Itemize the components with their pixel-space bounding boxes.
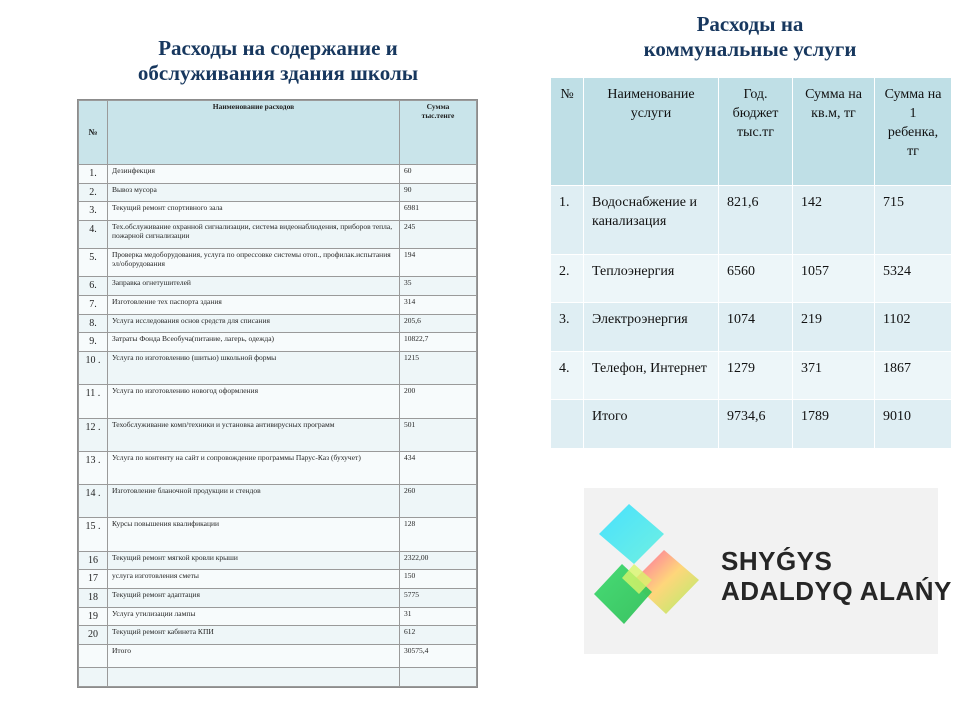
row-sum: 6981 (400, 202, 477, 221)
utilities-cell-name: Электроэнергия (584, 303, 719, 352)
row-num: 4. (79, 221, 108, 249)
table-row (79, 645, 477, 668)
row-sum: 90 (400, 183, 477, 202)
utilities-cell-per-child: 9010 (875, 400, 952, 449)
row-name: Дезинфекция (108, 165, 400, 184)
row-name: Текущий ремонт мягкой кровли крыши (108, 551, 400, 570)
logo (584, 488, 952, 654)
utilities-cell-num (551, 400, 584, 449)
row-num: 11 . (79, 385, 108, 418)
row-num: 19 (79, 607, 108, 626)
row-num: 15 . (79, 518, 108, 551)
row-name: Техобслуживание комп/техники и установка антивирусных программ (108, 418, 400, 451)
row-sum: 1215 (400, 352, 477, 385)
row-sum: 150 (400, 570, 477, 589)
utilities-header-per-sqm: Сумма на кв.м, тг (793, 78, 875, 186)
row-num: 1. (79, 165, 108, 184)
utilities-row (551, 186, 952, 255)
utilities-table-frame (550, 77, 952, 449)
right-title (560, 12, 940, 62)
row-sum: 2322,00 (400, 551, 477, 570)
row-sum: 612 (400, 626, 477, 645)
row-sum: 434 (400, 451, 477, 484)
row-name (108, 668, 400, 687)
utilities-row (551, 400, 952, 449)
table-row (79, 295, 477, 314)
row-num: 18 (79, 589, 108, 608)
table-row (79, 202, 477, 221)
row-name: Проверка медоборудования, услуга по опрессовке системы отоп., профилак.испытания эл/оборудования (108, 249, 400, 277)
row-num: 3. (79, 202, 108, 221)
row-num: 20 (79, 626, 108, 645)
utilities-cell-num: 2. (551, 254, 584, 303)
table-row (79, 485, 477, 518)
utilities-cell-budget: 9734,6 (719, 400, 793, 449)
school-expenses-body (79, 165, 477, 687)
utilities-row (551, 254, 952, 303)
row-name: Текущий ремонт спортивного зала (108, 202, 400, 221)
left-title-line1: Расходы на содержание и (158, 36, 398, 60)
row-num: 2. (79, 183, 108, 202)
table-row (79, 518, 477, 551)
utilities-header-budget: Год. бюджет тыс.тг (719, 78, 793, 186)
row-name: Услуга по изготовлению (шитью) школьной формы (108, 352, 400, 385)
row-sum: 205,6 (400, 314, 477, 333)
utilities-cell-num: 1. (551, 186, 584, 255)
row-name: Текущий ремонт адаптация (108, 589, 400, 608)
utilities-header-per-child: Сумма на 1 ребенка, тг (875, 78, 952, 186)
row-num: 9. (79, 333, 108, 352)
utilities-table (550, 77, 952, 449)
logo-diamond-icon (594, 502, 704, 632)
utilities-cell-per-child: 1867 (875, 351, 952, 400)
table-row (79, 589, 477, 608)
utilities-header-num: № (551, 78, 584, 186)
utilities-cell-name: Теплоэнергия (584, 254, 719, 303)
row-sum: 128 (400, 518, 477, 551)
utilities-cell-name: Итого (584, 400, 719, 449)
utilities-row (551, 351, 952, 400)
row-name: Текущий ремонт кабинета КПИ (108, 626, 400, 645)
row-name: услуга изготовления сметы (108, 570, 400, 589)
row-sum (400, 668, 477, 687)
logo-text-line2: ADALDYQ ALAŃY (721, 576, 952, 606)
utilities-cell-per-child: 715 (875, 186, 952, 255)
utilities-cell-num: 4. (551, 351, 584, 400)
utilities-row (551, 303, 952, 352)
row-num (79, 645, 108, 668)
row-name: Услуга утилизации лампы (108, 607, 400, 626)
utilities-cell-per-sqm: 219 (793, 303, 875, 352)
row-num: 5. (79, 249, 108, 277)
table-row (79, 183, 477, 202)
row-sum: 200 (400, 385, 477, 418)
row-name: Затраты Фонда Всеобуча(питание, лагерь, одежда) (108, 333, 400, 352)
table-row (79, 570, 477, 589)
row-sum: 260 (400, 485, 477, 518)
row-name: Услуга по контенту на сайт и сопровождение программы Парус-Каз (бухучет) (108, 451, 400, 484)
row-name: Изготовление бланочной продукции и стендов (108, 485, 400, 518)
utilities-header-name: Наименование услуги (584, 78, 719, 186)
header-sum-line1: Сумма (426, 102, 450, 111)
row-num: 10 . (79, 352, 108, 385)
utilities-cell-budget: 6560 (719, 254, 793, 303)
row-sum: 314 (400, 295, 477, 314)
row-sum: 10822,7 (400, 333, 477, 352)
row-sum: 5775 (400, 589, 477, 608)
row-num: 6. (79, 277, 108, 296)
table-row (79, 668, 477, 687)
row-num: 8. (79, 314, 108, 333)
row-num (79, 668, 108, 687)
header-sum (400, 101, 477, 165)
row-num: 16 (79, 551, 108, 570)
left-title-line2: обслуживания здания школы (137, 60, 419, 85)
table-row (79, 551, 477, 570)
table-row (79, 451, 477, 484)
utilities-cell-per-child: 1102 (875, 303, 952, 352)
row-name: Итого (108, 645, 400, 668)
table-row (79, 626, 477, 645)
row-name: Заправка огнетушителей (108, 277, 400, 296)
utilities-cell-per-sqm: 1057 (793, 254, 875, 303)
utilities-cell-budget: 1074 (719, 303, 793, 352)
table-row (79, 333, 477, 352)
row-name: Курсы повышения квалификации (108, 518, 400, 551)
header-num: № (79, 101, 108, 165)
row-sum: 501 (400, 418, 477, 451)
utilities-cell-name: Телефон, Интернет (584, 351, 719, 400)
row-sum: 60 (400, 165, 477, 184)
row-sum: 31 (400, 607, 477, 626)
row-sum: 35 (400, 277, 477, 296)
row-num: 17 (79, 570, 108, 589)
utilities-body (551, 186, 952, 449)
school-expenses-table (78, 100, 477, 687)
row-num: 12 . (79, 418, 108, 451)
row-num: 14 . (79, 485, 108, 518)
table-row (79, 249, 477, 277)
logo-text-line1: SHYǴYS (721, 546, 833, 576)
utilities-cell-per-sqm: 1789 (793, 400, 875, 449)
row-sum: 30575,4 (400, 645, 477, 668)
row-num: 7. (79, 295, 108, 314)
table-row (79, 314, 477, 333)
utilities-cell-per-child: 5324 (875, 254, 952, 303)
left-title (78, 36, 478, 86)
table-row (79, 418, 477, 451)
table-header-row (79, 101, 477, 165)
utilities-cell-name: Водоснабжение и канализация (584, 186, 719, 255)
row-name: Услуга исследования основ средств для списания (108, 314, 400, 333)
utilities-cell-per-sqm: 142 (793, 186, 875, 255)
row-sum: 245 (400, 221, 477, 249)
row-name: Тех.обслуживание охранной сигнализации, система видеонаблюдения, приборов тепла, пожарной сигнализации (108, 221, 400, 249)
row-name: Изготовление тех паспорта здания (108, 295, 400, 314)
right-title-line1: Расходы на (696, 12, 804, 36)
table-row (79, 385, 477, 418)
header-sum-line2: тыс.тенге (421, 110, 455, 120)
table-row (79, 221, 477, 249)
row-name: Услуга по изготовлению новогод оформления (108, 385, 400, 418)
right-title-line2: коммунальные услуги (643, 36, 857, 61)
row-sum: 194 (400, 249, 477, 277)
row-name: Вывоз мусора (108, 183, 400, 202)
utilities-cell-budget: 821,6 (719, 186, 793, 255)
utilities-header-row (551, 78, 952, 186)
table-row (79, 607, 477, 626)
table-row (79, 277, 477, 296)
utilities-cell-num: 3. (551, 303, 584, 352)
table-row (79, 165, 477, 184)
school-expenses-table-frame (77, 99, 478, 688)
utilities-cell-per-sqm: 371 (793, 351, 875, 400)
header-name: Наименование расходов (108, 101, 400, 165)
row-num: 13 . (79, 451, 108, 484)
utilities-cell-budget: 1279 (719, 351, 793, 400)
table-row (79, 352, 477, 385)
